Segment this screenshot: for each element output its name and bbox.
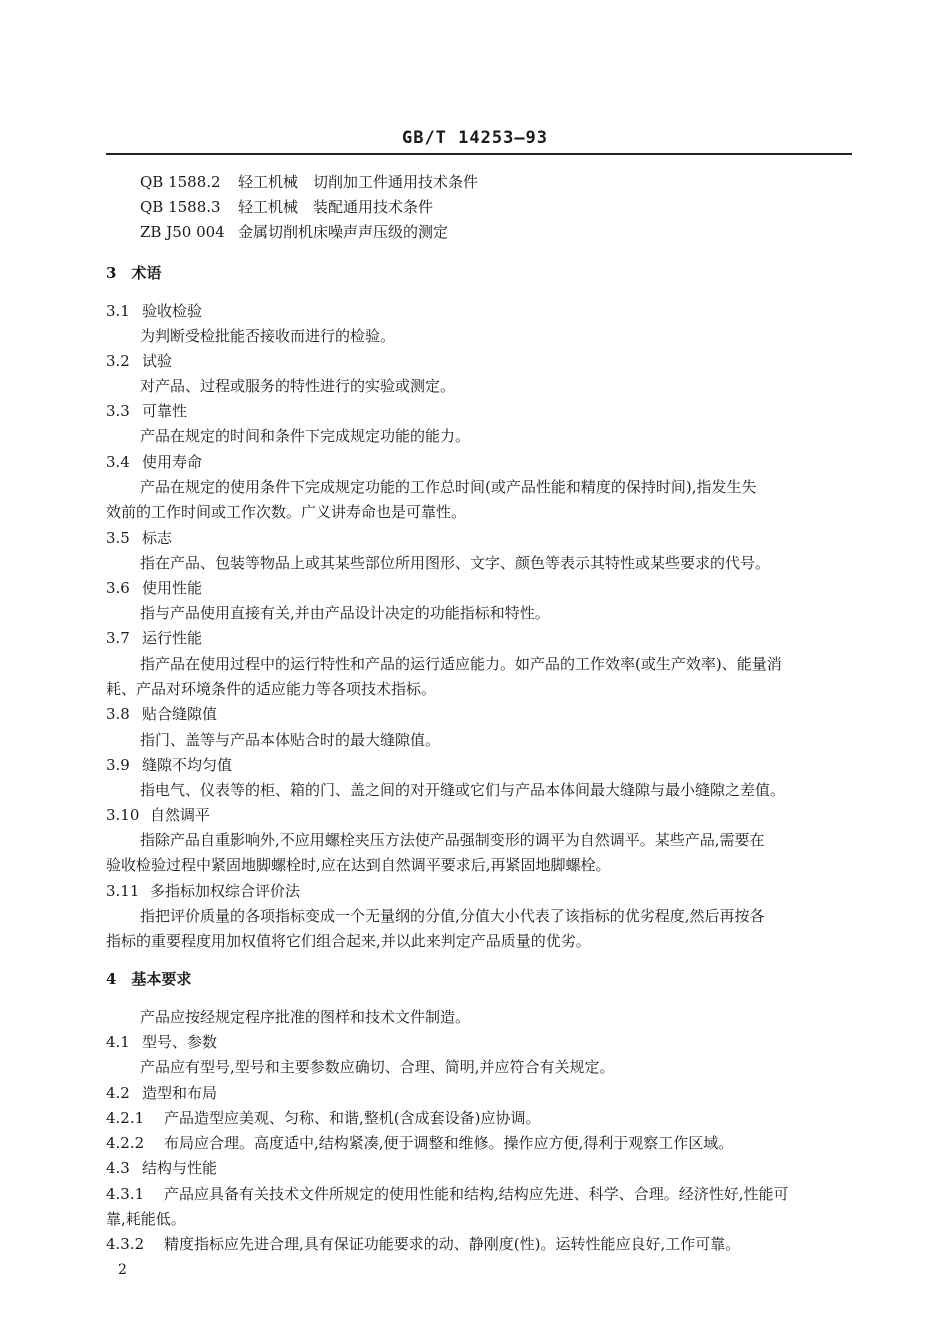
term-title: 试验 — [142, 352, 173, 370]
term-3-4-definition-line1: 产品在规定的使用条件下完成规定功能的工作总时间(或产品性能和精度的保持时间),指发生失 — [140, 478, 757, 496]
clause-number: 4.2.1 — [106, 1109, 145, 1127]
term-title: 验收检验 — [142, 302, 203, 320]
clause-number: 3.3 — [106, 402, 130, 420]
term-3-9-heading — [106, 754, 232, 775]
term-3-8-definition: 指门、盖等与产品本体贴合时的最大缝隙值。 — [140, 731, 441, 749]
clause-text: 产品应具备有关技术文件所规定的使用性能和结构,结构应先进、科学、合理。经济性好,性能可 — [164, 1185, 789, 1203]
clause-number: 4.3.2 — [106, 1235, 145, 1253]
term-3-4-heading — [106, 451, 202, 472]
clause-number: 3.1 — [106, 302, 130, 320]
reference-item — [140, 195, 478, 220]
clause-number: 3.11 — [106, 882, 140, 900]
term-title: 使用性能 — [142, 579, 203, 597]
term-3-3-heading — [106, 400, 187, 421]
term-3-10-heading — [106, 804, 210, 825]
clause-number: 3.4 — [106, 453, 130, 471]
clause-4-3-heading — [106, 1157, 217, 1178]
clause-text: 产品造型应美观、匀称、和谐,整机(含成套设备)应协调。 — [164, 1109, 541, 1127]
clause-title: 造型和布局 — [142, 1084, 218, 1102]
term-3-10-definition-line1: 指除产品自重影响外,不应用螺栓夹压方法使产品强制变形的调平为自然调平。某些产品,需要在 — [140, 831, 765, 849]
clause-4-3-2 — [106, 1233, 740, 1254]
term-3-7-definition-line1: 指产品在使用过程中的运行特性和产品的运行适应能力。如产品的工作效率(或生产效率)、能量消 — [140, 655, 782, 673]
clause-number: 4.3 — [106, 1159, 130, 1177]
clause-number: 3.8 — [106, 705, 130, 723]
clause-4-2-heading — [106, 1082, 217, 1103]
clause-number: 3.5 — [106, 529, 130, 547]
reference-title: 轻工机械 装配通用技术条件 — [238, 198, 434, 216]
clause-4-2-1 — [106, 1107, 540, 1128]
clause-number: 3.2 — [106, 352, 130, 370]
term-3-7-definition-line2: 耗、产品对环境条件的适应能力等各项技术指标。 — [106, 680, 437, 698]
reference-title: 金属切削机床噪声声压级的测定 — [238, 223, 449, 241]
term-title: 使用寿命 — [142, 453, 203, 471]
clause-number: 3.10 — [106, 806, 140, 824]
page-number: 2 — [118, 1262, 127, 1278]
clause-number: 4.2.2 — [106, 1134, 145, 1152]
term-3-2-heading — [106, 350, 172, 371]
reference-item — [140, 220, 478, 245]
term-title: 贴合缝隙值 — [142, 705, 218, 723]
term-3-1-heading — [106, 300, 202, 321]
reference-code: QB 1588.3 — [140, 198, 221, 216]
clause-number: 4.3.1 — [106, 1185, 145, 1203]
term-title: 运行性能 — [142, 629, 203, 647]
term-title: 自然调平 — [150, 806, 211, 824]
term-3-5-heading — [106, 527, 172, 548]
term-3-7-heading — [106, 627, 202, 648]
term-3-4-definition-line2: 效前的工作时间或工作次数。广义讲寿命也是可靠性。 — [106, 503, 467, 521]
term-title: 多指标加权综合评价法 — [150, 882, 301, 900]
clause-4-2-2 — [106, 1132, 733, 1153]
term-title: 缝隙不均匀值 — [142, 756, 233, 774]
clause-number: 3.9 — [106, 756, 130, 774]
clause-number: 3.7 — [106, 629, 130, 647]
clause-4-1-text: 产品应有型号,型号和主要参数应确切、合理、简明,并应符合有关规定。 — [140, 1058, 615, 1076]
term-3-11-definition-line1: 指把评价质量的各项指标变成一个无量纲的分值,分值大小代表了该指标的优劣程度,然后再按各 — [140, 907, 765, 925]
reference-item — [140, 170, 478, 195]
standard-header: GB/T 14253—93 — [401, 128, 549, 148]
clause-title: 型号、参数 — [142, 1033, 218, 1051]
clause-text: 精度指标应先进合理,具有保证功能要求的动、静刚度(性)。运转性能应良好,工作可靠。 — [164, 1235, 741, 1253]
term-3-10-definition-line2: 验收检验过程中紧固地脚螺栓时,应在达到自然调平要求后,再紧固地脚螺栓。 — [106, 856, 611, 874]
term-3-5-definition: 指在产品、包装等物品上或其某些部位所用图形、文字、颜色等表示其特性或某些要求的代号。 — [140, 554, 771, 572]
clause-4-1-heading — [106, 1031, 217, 1052]
term-3-11-heading — [106, 880, 300, 901]
clause-title: 结构与性能 — [142, 1159, 218, 1177]
section-4-heading: 4 基本要求 — [106, 970, 192, 988]
clause-4-3-1 — [106, 1183, 789, 1204]
reference-code: ZB J50 004 — [140, 223, 225, 241]
reference-code: QB 1588.2 — [140, 173, 221, 191]
clause-number: 4.2 — [106, 1084, 130, 1102]
reference-title: 轻工机械 切削加工件通用技术条件 — [238, 173, 479, 191]
term-title: 标志 — [142, 529, 173, 547]
term-3-9-definition: 指电气、仪表等的柜、箱的门、盖之间的对开缝或它们与产品本体间最大缝隙与最小缝隙之差值。 — [140, 781, 786, 799]
term-3-1-definition: 为判断受检批能否接收而进行的检验。 — [140, 327, 396, 345]
section-3-heading: 3 术语 — [106, 264, 162, 282]
header-rule — [106, 153, 852, 155]
term-3-3-definition: 产品在规定的时间和条件下完成规定功能的能力。 — [140, 427, 471, 445]
term-title: 可靠性 — [142, 402, 188, 420]
reference-list — [140, 170, 478, 245]
term-3-8-heading — [106, 703, 217, 724]
clause-number: 4.1 — [106, 1033, 130, 1051]
clause-4-3-1-line2: 靠,耗能低。 — [106, 1210, 186, 1228]
clause-text: 布局应合理。高度适中,结构紧凑,便于调整和维修。操作应方便,得利于观察工作区域。 — [164, 1134, 734, 1152]
section-4-intro: 产品应按经规定程序批准的图样和技术文件制造。 — [140, 1008, 471, 1026]
clause-number: 3.6 — [106, 579, 130, 597]
term-3-6-definition: 指与产品使用直接有关,并由产品设计决定的功能指标和特性。 — [140, 604, 550, 622]
term-3-11-definition-line2: 指标的重要程度用加权值将它们组合起来,并以此来判定产品质量的优劣。 — [106, 932, 591, 950]
term-3-6-heading — [106, 577, 202, 598]
term-3-2-definition: 对产品、过程或服务的特性进行的实验或测定。 — [140, 377, 456, 395]
